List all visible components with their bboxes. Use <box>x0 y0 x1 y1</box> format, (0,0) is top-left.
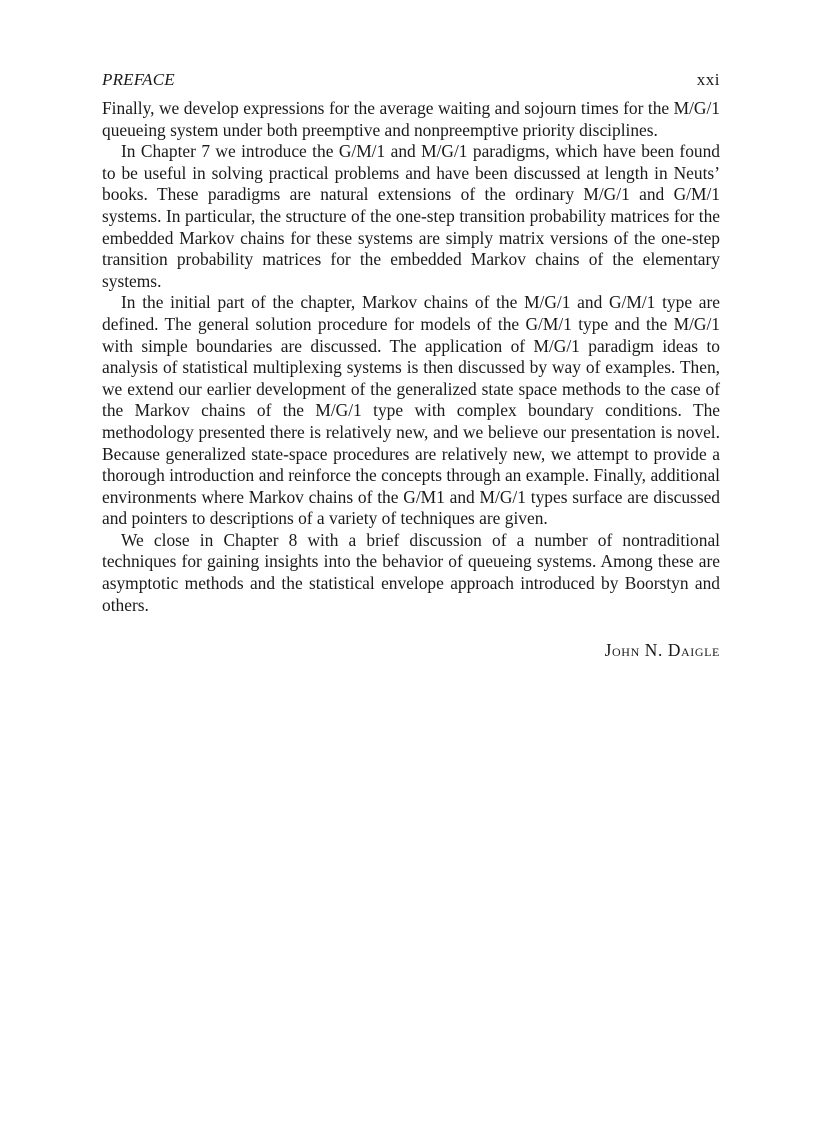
book-page <box>102 62 720 662</box>
page-number: xxi <box>696 70 720 89</box>
running-head <box>102 62 720 98</box>
paragraph-initial-part: In the initial part of the chapter, Markov chains of the M/G/1 and G/M/1 type are defined. The general solution procedure for models of the G/M/1 type and the M/G/1 with simple boundaries are discussed. The application of M/G/1 paradigm ideas to analysis of statistical multiplexing systems is then discussed by way of examples. Then, we extend our earlier development of the generalized state space methods to the case of the Markov chains of the M/G/1 type with complex boundary conditions. The methodology presented there is relatively new, and we believe our presentation is novel. Because generalized state-space procedures are relatively new, we attempt to provide a thorough introduction and reinforce the concepts through an example. Finally, additional environments where Markov chains of the G/M1 and M/G/1 types surface are discussed and pointers to descriptions of a variety of techniques are given. <box>102 292 720 529</box>
paragraph-continuation: Finally, we develop expressions for the average waiting and sojourn times for the M/G/1 queueing system under both preemptive and nonpreemptive priority disciplines. <box>102 98 720 140</box>
paragraph-chapter-7: In Chapter 7 we introduce the G/M/1 and M/G/1 paradigms, which have been found to be useful in solving practical problems and have been discussed at length in Neuts’ books. These paradigms are natural extensions of the ordinary M/G/1 and G/M/1 systems. In particular, the structure of the one-step transition probability matrices for the embedded Markov chains for these systems are simply matrix versions of the one-step transition probability matrices for the embedded Markov chains of the elementary systems. <box>102 141 720 291</box>
section-title: PREFACE <box>102 70 175 89</box>
body-text <box>102 98 720 616</box>
author-signature: John N. Daigle <box>604 640 720 661</box>
paragraph-chapter-8: We close in Chapter 8 with a brief discussion of a number of nontraditional techniques for gaining insights into the behavior of queueing systems. Among these are asymptotic methods and the statistical envelope approach introduced by Boorstyn and others. <box>102 529 720 615</box>
